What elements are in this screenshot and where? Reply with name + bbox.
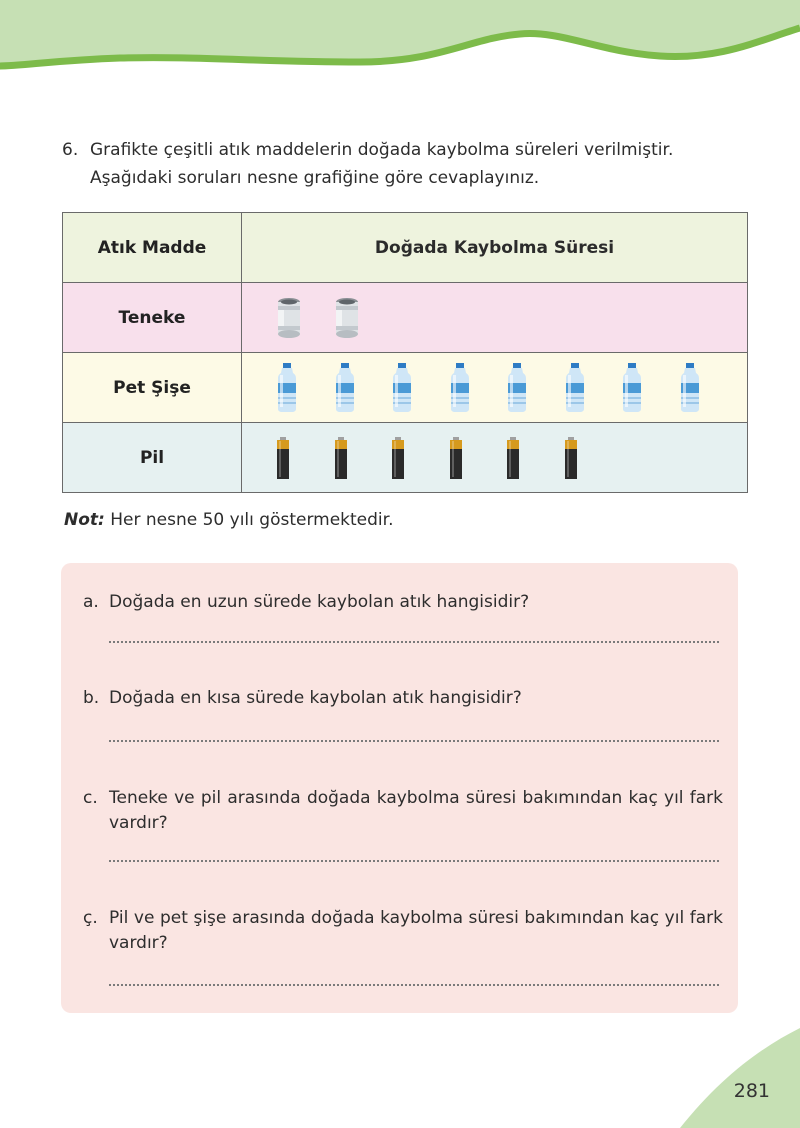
water-bottle-icon (334, 363, 392, 413)
header-decay-time: Doğada Kaybolma Süresi (242, 213, 748, 283)
item-c (83, 786, 723, 836)
battery-icons (242, 437, 747, 479)
water-bottle-icon (506, 363, 564, 413)
water-bottle-icons (242, 363, 747, 413)
battery-icon (276, 437, 334, 479)
water-bottle-icon (449, 363, 507, 413)
tin-can-icon (276, 296, 334, 340)
question-6 (62, 136, 742, 192)
tin-can-icon (334, 296, 392, 340)
corner-wave-decoration (680, 1028, 800, 1128)
answer-line-c[interactable] (109, 860, 719, 862)
row-label-pet-bottle: Pet Şişe (63, 353, 242, 423)
note-text: Her nesne 50 yılı göstermektedir. (104, 510, 394, 530)
battery-icon (449, 437, 507, 479)
top-wave-decoration (0, 0, 800, 90)
item-question: Doğada en uzun sürede kaybolan atık hangisidir? (109, 592, 530, 612)
water-bottle-icon (276, 363, 334, 413)
item-question: Pil ve pet şişe arasında doğada kaybolma süresi bakımından kaç yıl fark vardır? (109, 908, 723, 953)
item-question: Teneke ve pil arasında doğada kaybolma süresi bakımından kaç yıl fark vardır? (109, 788, 723, 833)
table-row-pet-bottle (63, 353, 748, 423)
item-letter: ç. (83, 908, 98, 928)
question-text: Grafikte çeşitli atık maddelerin doğada kaybolma süreleri verilmiştir. Aşağıdaki soruları nesne grafiğine göre cevaplayınız. (90, 140, 674, 188)
question-number: 6. (62, 140, 79, 160)
water-bottle-icon (621, 363, 679, 413)
answer-line-c-cedilla[interactable] (109, 984, 719, 986)
row-label-battery: Pil (63, 423, 242, 493)
item-letter: a. (83, 592, 99, 612)
item-letter: c. (83, 788, 98, 808)
battery-icon (564, 437, 622, 479)
item-letter: b. (83, 688, 100, 708)
item-c-cedilla (83, 906, 723, 956)
note (64, 510, 393, 530)
answer-line-a[interactable] (109, 641, 719, 643)
battery-icon (334, 437, 392, 479)
table-header-row (63, 213, 748, 283)
battery-icon (391, 437, 449, 479)
item-question: Doğada en kısa sürede kaybolan atık hangisidir? (109, 688, 522, 708)
water-bottle-icon (564, 363, 622, 413)
header-waste-material: Atık Madde (63, 213, 242, 283)
item-a (83, 590, 723, 615)
table-row-battery (63, 423, 748, 493)
water-bottle-icon (391, 363, 449, 413)
answer-box (61, 563, 738, 1013)
tin-can-icons (242, 296, 747, 340)
battery-icon (506, 437, 564, 479)
answer-line-b[interactable] (109, 740, 719, 742)
pictograph-table (62, 212, 748, 493)
page-number: 281 (733, 1080, 770, 1102)
table-row-tin-can (63, 283, 748, 353)
water-bottle-icon (679, 363, 737, 413)
note-label: Not: (64, 510, 105, 530)
item-b (83, 686, 723, 711)
row-label-tin-can: Teneke (63, 283, 242, 353)
